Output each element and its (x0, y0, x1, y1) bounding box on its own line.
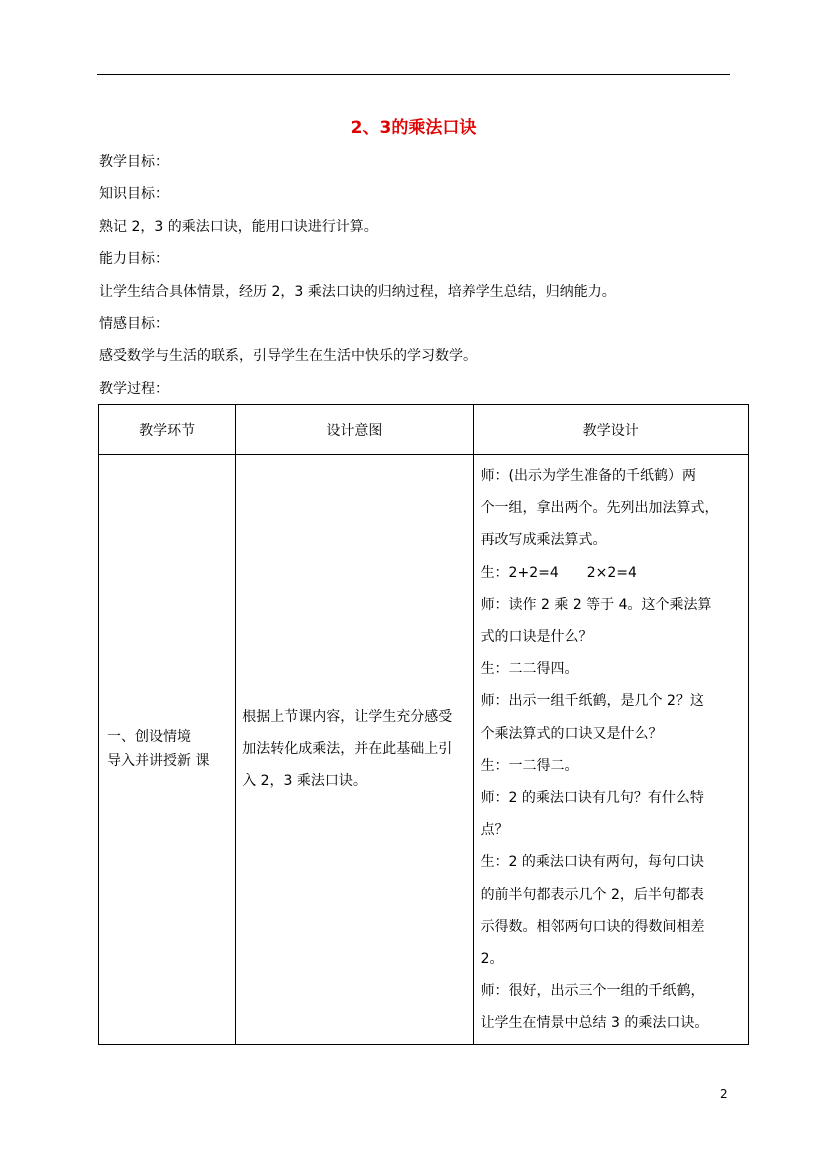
stage-line: 导入并讲授新 课 (107, 753, 210, 770)
design-line: 个一组，拿出两个。先列出加法算式， (480, 500, 719, 517)
header-intent: 设计意图 (236, 405, 473, 455)
header-stage: 教学环节 (99, 405, 236, 455)
design-line: 示得数。相邻两句口诀的得数间相差 (480, 918, 705, 935)
design-line: 点？ (480, 822, 509, 839)
header-rule (97, 74, 730, 75)
page-number: 2 (720, 1087, 728, 1101)
design-line: 生：2 的乘法口诀有两句，每句口诀 (480, 854, 704, 871)
header-design: 教学设计 (473, 405, 748, 455)
stage-cell (99, 455, 236, 1045)
design-line: 让学生在情景中总结 3 的乘法口诀。 (480, 1015, 709, 1032)
stage-line: 一、创设情境 (107, 729, 191, 746)
ability-goal-label: 能力目标： (99, 251, 169, 267)
design-line: 再改写成乘法算式。 (480, 532, 607, 549)
teaching-process-heading: 教学过程： (99, 381, 169, 397)
lesson-table (98, 404, 749, 1045)
knowledge-goal-label: 知识目标： (99, 186, 169, 202)
table-row (99, 455, 749, 1045)
intent-line: 根据上节课内容，让学生充分感受 (242, 709, 453, 726)
intent-line: 入 2，3 乘法口诀。 (242, 773, 367, 790)
design-line: 个乘法算式的口诀又是什么？ (480, 725, 663, 742)
knowledge-goal-text: 熟记 2，3 的乘法口诀，能用口诀进行计算。 (99, 219, 378, 235)
design-line: 师：出示一组千纸鹤，是几个 2？这 (480, 693, 704, 710)
teaching-goals-heading: 教学目标： (99, 154, 169, 170)
design-line: 师：2 的乘法口诀有几句？有什么特 (480, 790, 704, 807)
design-line: 式的口诀是什么？ (480, 629, 593, 646)
design-line: 生：2+2=4 2×2=4 (480, 564, 637, 581)
design-cell (473, 455, 748, 1045)
design-line: 师：读作 2 乘 2 等于 4。这个乘法算 (480, 596, 712, 613)
design-line: 师：很好，出示三个一组的千纸鹤， (480, 983, 705, 1000)
intent-cell (236, 455, 473, 1045)
design-line: 2。 (480, 951, 504, 968)
table-header-row (99, 405, 749, 455)
design-line: 的前半句都表示几个 2，后半句都表 (480, 886, 704, 903)
design-line: 生：二二得四。 (480, 661, 579, 678)
document-title: 2、3的乘法口诀 (350, 118, 477, 138)
design-line: 师：(出示为学生准备的千纸鹤）两 (480, 468, 697, 484)
emotion-goal-text: 感受数学与生活的联系，引导学生在生活中快乐的学习数学。 (99, 348, 477, 364)
intent-line: 加法转化成乘法，并在此基础上引 (242, 741, 453, 758)
ability-goal-text: 让学生结合具体情景，经历 2，3 乘法口诀的归纳过程，培养学生总结，归纳能力。 (99, 284, 616, 300)
emotion-goal-label: 情感目标： (99, 316, 169, 332)
design-line: 生：一二得二。 (480, 757, 579, 774)
